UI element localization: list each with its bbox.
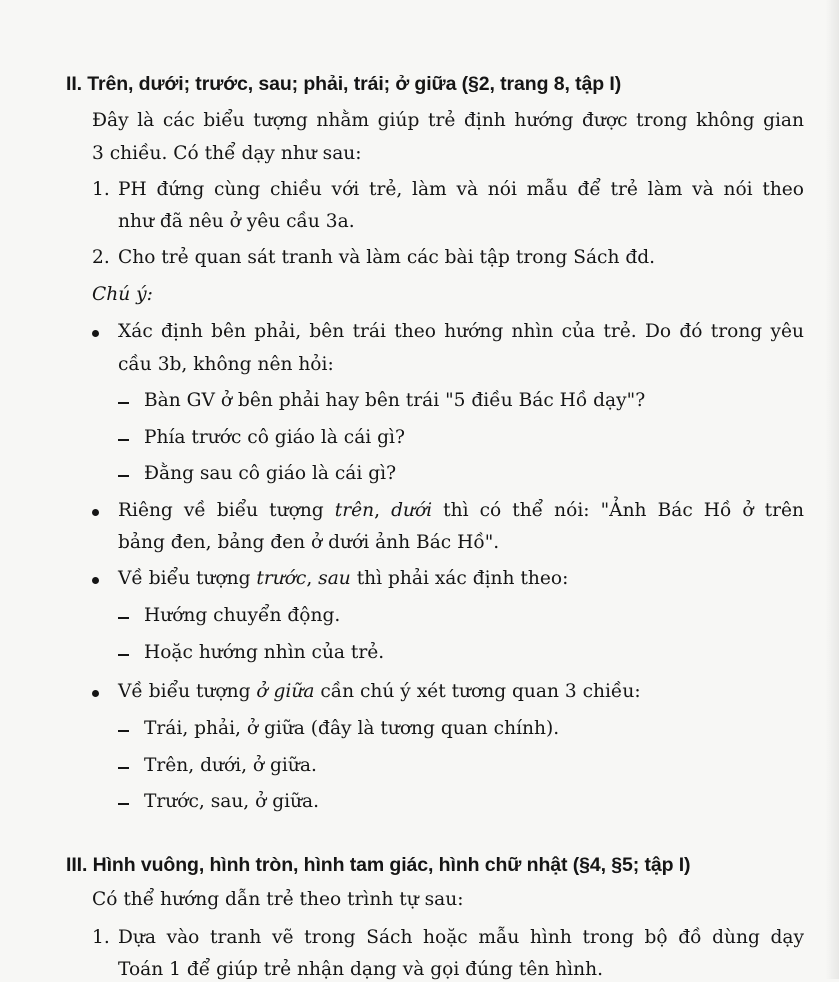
section-2-intro-line-2: 3 chiều. Có thể dạy như sau: <box>92 143 362 164</box>
item-1-line-1: PH đứng cùng chiều với trẻ, làm và nói mẫu để trẻ làm và nói theo <box>118 179 804 200</box>
bullet-1-dash-1: Bàn GV ở bên phải hay bên trái "5 điều Bác Hồ dạy"? <box>144 390 646 411</box>
bullet-3-line-1 <box>118 567 568 591</box>
item-1-line-2: như đã nêu ở yêu cầu 3a. <box>118 211 355 232</box>
bullet-3-text-c: , <box>306 568 319 589</box>
bullet-4-line-1 <box>118 680 641 704</box>
bullet-1-dash-3: Đằng sau cô giáo là cái gì? <box>144 463 397 484</box>
bullet-3-term-truoc: trước <box>256 568 307 589</box>
bullet-3-term-sau: sau <box>318 568 351 589</box>
dash-icon <box>118 730 129 732</box>
bullet-2-text-c: , <box>374 500 392 521</box>
bullet-2-line-2: bảng đen, bảng đen ở dưới ảnh Bác Hồ". <box>118 532 500 553</box>
dash-icon <box>118 402 129 404</box>
bullet-icon <box>92 690 99 697</box>
bullet-4-dash-2: Trên, dưới, ở giữa. <box>144 755 317 776</box>
bullet-3-dash-1: Hướng chuyển động. <box>144 605 341 626</box>
section-2-intro-line-1: Đây là các biểu tượng nhằm giúp trẻ định hướng được trong không gian <box>92 110 804 131</box>
bullet-1-line-1: Xác định bên phải, bên trái theo hướng nhìn của trẻ. Do đó trong yêu <box>118 321 804 342</box>
bullet-2-term-tren: trên <box>334 500 375 521</box>
bullet-1-dash-2: Phía trước cô giáo là cái gì? <box>144 427 405 448</box>
dash-icon <box>118 617 129 619</box>
bullet-4-term-o-giua: ở giữa <box>256 681 315 702</box>
dash-icon <box>118 475 129 477</box>
section-3-item-1-number: 1. <box>92 927 110 948</box>
bullet-4-text-c: cần chú ý xét tương quan 3 chiều: <box>314 681 641 702</box>
dash-icon <box>118 654 129 656</box>
bullet-4-dash-3: Trước, sau, ở giữa. <box>144 791 320 812</box>
bullet-3-text-e: thì phải xác định theo: <box>350 568 569 589</box>
bullet-2-term-duoi: dưới <box>391 500 433 521</box>
dash-icon <box>118 803 129 805</box>
bullet-3-dash-2: Hoặc hướng nhìn của trẻ. <box>144 642 385 663</box>
bullet-icon <box>92 330 99 337</box>
dash-icon <box>118 439 129 441</box>
section-2-heading: II. Trên, dưới; trước, sau; phải, trái; ở giữa (§2, trang 8, tập I) <box>66 73 622 95</box>
bullet-icon <box>92 509 99 516</box>
bullet-2-text-e: thì có thể nói: "Ảnh Bác Hồ ở trên <box>432 500 805 521</box>
section-3-heading: III. Hình vuông, hình tròn, hình tam giác, hình chữ nhật (§4, §5; tập I) <box>66 854 691 876</box>
page-edge-shadow <box>825 0 839 979</box>
note-label: Chú ý: <box>92 284 153 305</box>
item-2-number: 2. <box>92 247 110 268</box>
bullet-3-text-a: Về biểu tượng <box>118 568 257 589</box>
section-3-item-1-line-2: Toán 1 để giúp trẻ nhận dạng và gọi đúng tên hình. <box>118 959 603 980</box>
bullet-4-dash-1: Trái, phải, ở giữa (đây là tương quan chính). <box>144 718 560 739</box>
bullet-icon <box>92 577 99 584</box>
bullet-2-line-1 <box>118 499 804 523</box>
bullet-2-text-a: Riêng về biểu tượng <box>118 500 335 521</box>
item-1-number: 1. <box>92 179 110 200</box>
item-2-line-1: Cho trẻ quan sát tranh và làm các bài tập trong Sách đd. <box>118 247 656 268</box>
dash-icon <box>118 767 129 769</box>
bullet-1-line-2: cầu 3b, không nên hỏi: <box>118 354 334 375</box>
section-3-intro: Có thể hướng dẫn trẻ theo trình tự sau: <box>92 889 464 910</box>
section-3-item-1-line-1: Dựa vào tranh vẽ trong Sách hoặc mẫu hình trong bộ đồ dùng dạy <box>118 927 804 948</box>
bullet-4-text-a: Về biểu tượng <box>118 681 257 702</box>
